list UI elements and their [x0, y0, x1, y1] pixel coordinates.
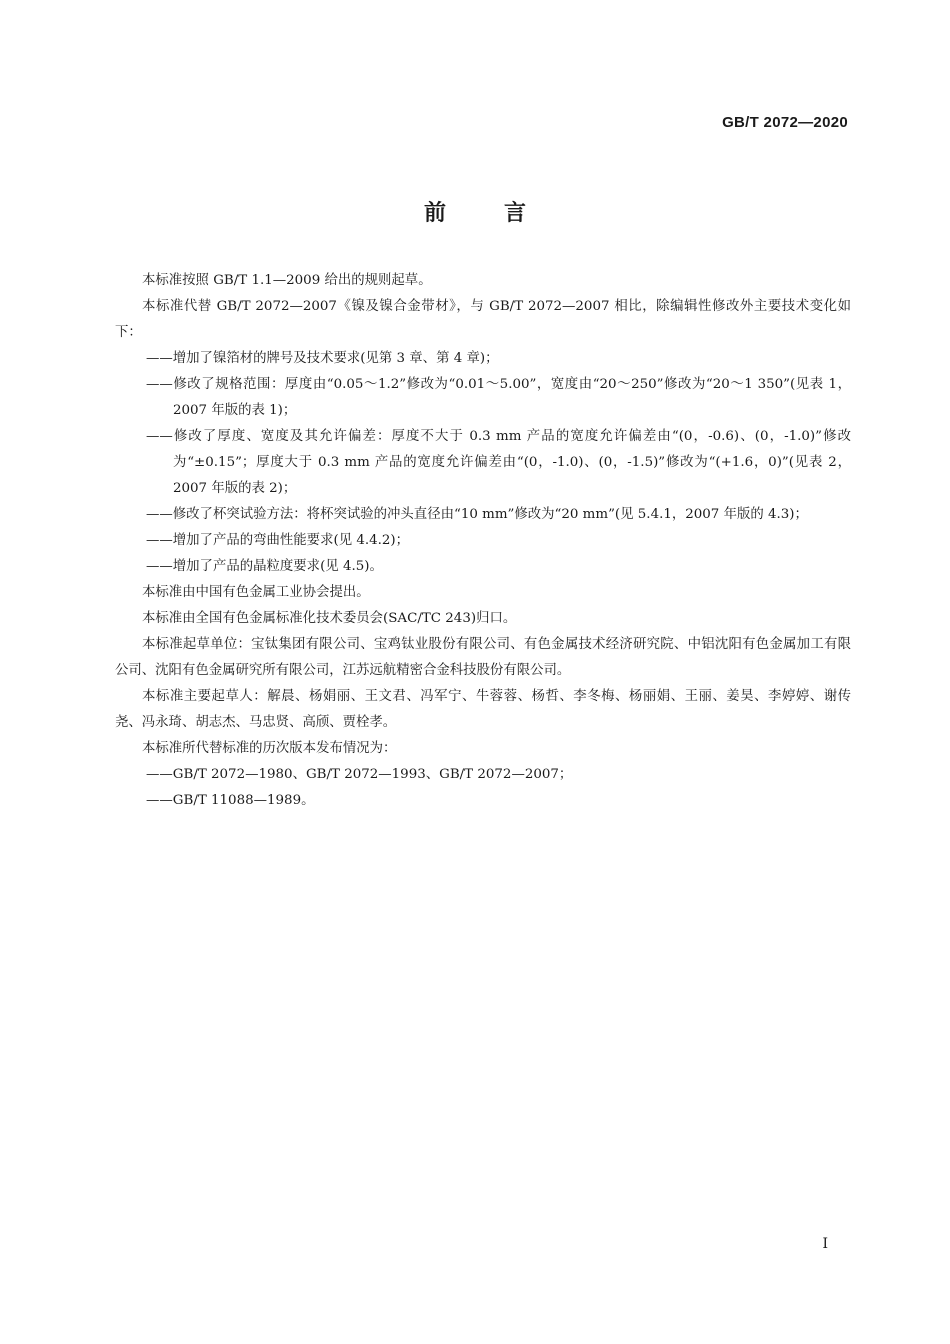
- change-item-cupping-test: ——修改了杯突试验方法：将杯突试验的冲头直径由“10 mm”修改为“20 mm”(见 5.4.1，2007 年版的 4.3)；: [146, 507, 808, 522]
- foreword-body: [115, 268, 851, 814]
- paragraph-administered-by: 本标准由全国有色金属标准化技术委员会(SAC/TC 243)归口。: [142, 611, 517, 626]
- paragraph-proposed-by: 本标准由中国有色金属工业协会提出。: [142, 585, 370, 600]
- paragraph-history-intro: 本标准所代替标准的历次版本发布情况为：: [142, 741, 397, 756]
- paragraph-drafting-rules: 本标准按照 GB/T 1.1—2009 给出的规则起草。: [142, 273, 432, 288]
- paragraph-drafting-units: 本标准起草单位：宝钛集团有限公司、宝鸡钛业股份有限公司、有色金属技术经济研究院、中铝沈阳有色金属加工有限公司、沈阳有色金属研究所有限公司，江苏远航精密合金科技股份有限公司。: [115, 637, 851, 678]
- page-number: I: [822, 1236, 828, 1252]
- paragraph-drafters: 本标准主要起草人：解晨、杨娟丽、王文君、冯军宁、牛蓉蓉、杨哲、李冬梅、杨丽娟、王丽、姜昊、李婷婷、谢传尧、冯永琦、胡志杰、马忠贤、高颀、贾栓孝。: [115, 689, 851, 730]
- history-item-gbt2072: ——GB/T 2072—1980、GB/T 2072—1993、GB/T 2072—2007；: [146, 767, 573, 782]
- history-item-gbt11088: ——GB/T 11088—1989。: [146, 793, 315, 808]
- change-item-foil-grades: ——增加了镍箔材的牌号及技术要求(见第 3 章、第 4 章)；: [146, 351, 499, 366]
- change-item-bending: ——增加了产品的弯曲性能要求(见 4.4.2)；: [146, 533, 410, 548]
- page-title: 前言: [423, 201, 584, 226]
- standard-code: GB/T 2072—2020: [722, 114, 848, 131]
- change-item-tolerances: ——修改了厚度、宽度及其允许偏差：厚度不大于 0.3 mm 产品的宽度允许偏差由“(0，-0.6)、(0，-1.0)”修改为“±0.15”；厚度大于 0.3 mm 产品的宽度允许偏差由“(0，-1.0)、(0，-1.5)”修改为“(+1.6，0)”(见表 2，2007 年版的表 2)；: [146, 429, 851, 496]
- change-item-size-range: ——修改了规格范围：厚度由“0.05～1.2”修改为“0.01～5.00”，宽度由“20～250”修改为“20～1 350”(见表 1，2007 年版的表 1)；: [146, 377, 851, 418]
- paragraph-replacement: 本标准代替 GB/T 2072—2007《镍及镍合金带材》，与 GB/T 2072—2007 相比，除编辑性修改外主要技术变化如下：: [115, 299, 851, 340]
- change-item-grain-size: ——增加了产品的晶粒度要求(见 4.5)。: [146, 559, 383, 574]
